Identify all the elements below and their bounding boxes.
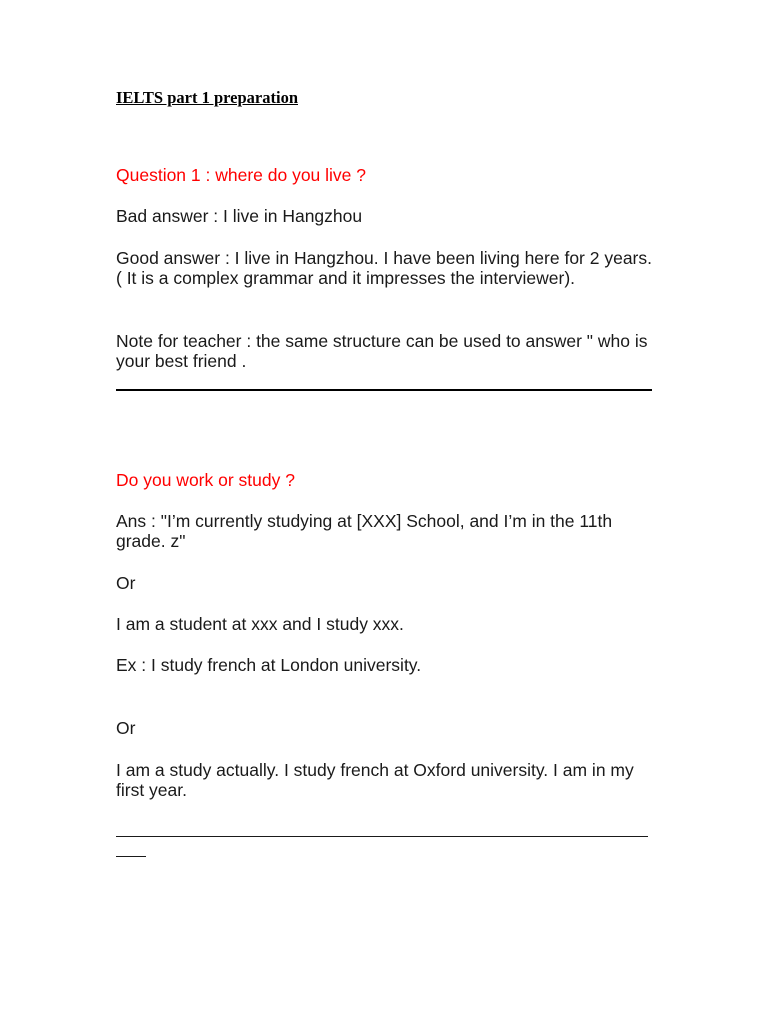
question-1-heading: Question 1 : where do you live ?: [116, 165, 367, 185]
underscore-divider: [116, 836, 648, 837]
example-text: Ex : I study french at London university.: [116, 655, 422, 675]
section-divider: [116, 389, 652, 391]
or-text: Or: [116, 573, 136, 593]
study-actually-text: I am a study actually. I study french at Oxford university. I am in my first year.: [116, 760, 634, 800]
question-2-heading: Do you work or study ?: [116, 470, 295, 490]
good-answer-text: Good answer : I live in Hangzhou. I have been living here for 2 years. ( It is a complex grammar and it impresses the interviewer).: [116, 248, 652, 288]
teacher-note-text: Note for teacher : the same structure can be used to answer " who is your best friend .: [116, 331, 648, 371]
underscore-divider-tail: [116, 856, 146, 857]
student-answer-text: I am a student at xxx and I study xxx.: [116, 614, 404, 634]
answer-text: Ans : "I’m currently studying at [XXX] School, and I’m in the 11th grade. z": [116, 511, 613, 551]
or-text: Or: [116, 718, 136, 738]
bad-answer-text: Bad answer : I live in Hangzhou: [116, 206, 363, 226]
document-title: IELTS part 1 preparation: [116, 88, 298, 107]
